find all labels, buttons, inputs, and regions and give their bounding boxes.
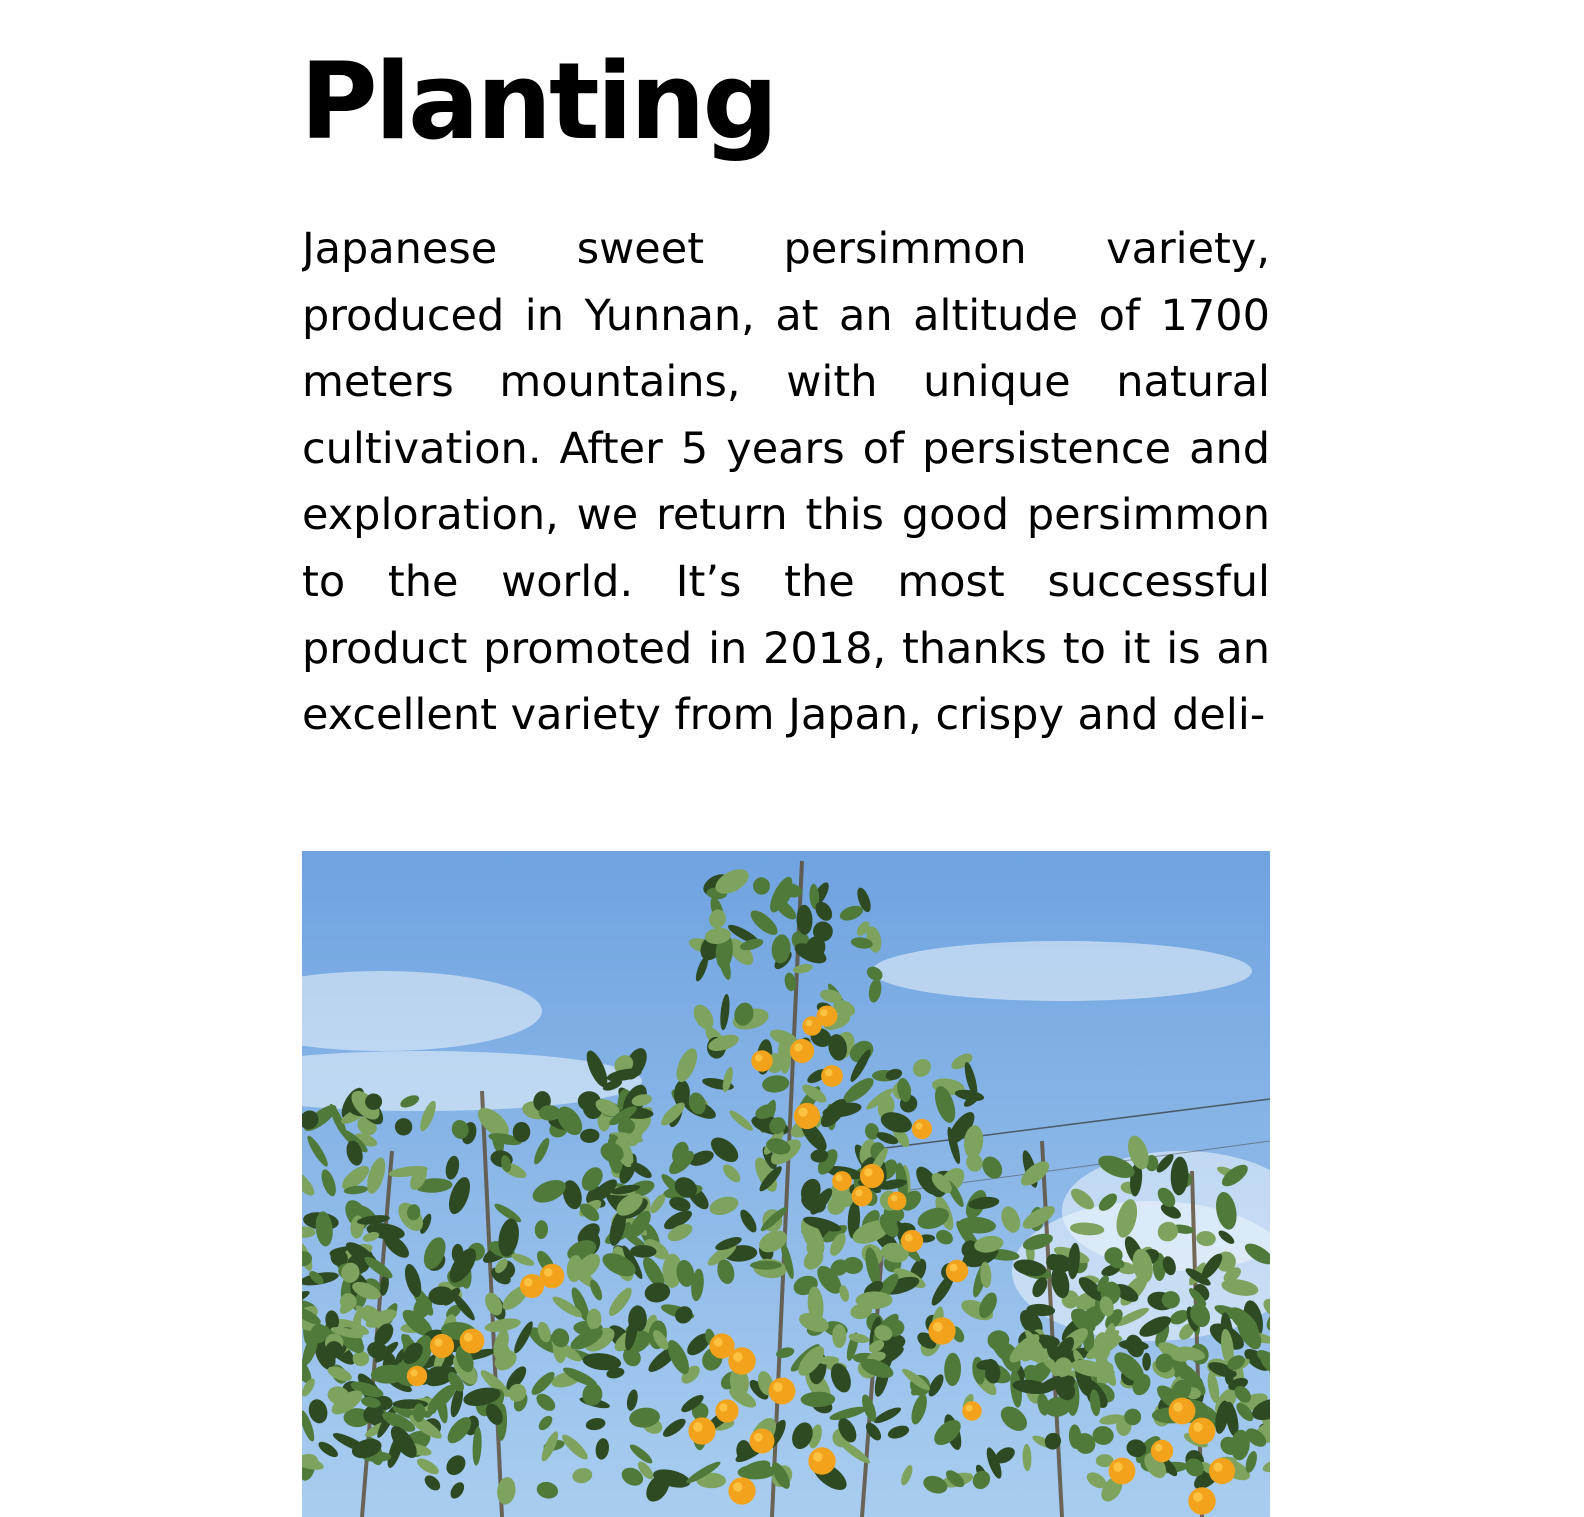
- photo-canvas: [302, 851, 1270, 1517]
- page-title: Planting: [300, 40, 776, 163]
- body-paragraph: Japanese sweet persimmon variety, produced in Yunnan, at an altitude of 1700 meters mountains, with unique natural cultivation. After 5 years of persistence and exploration, we return this good persimmon to the world. It’s the most successful product promoted in 2018, thanks to it is an excellent variety from Japan, crispy and deli-: [302, 224, 1270, 741]
- persimmon-tree-photo: [302, 851, 1270, 1517]
